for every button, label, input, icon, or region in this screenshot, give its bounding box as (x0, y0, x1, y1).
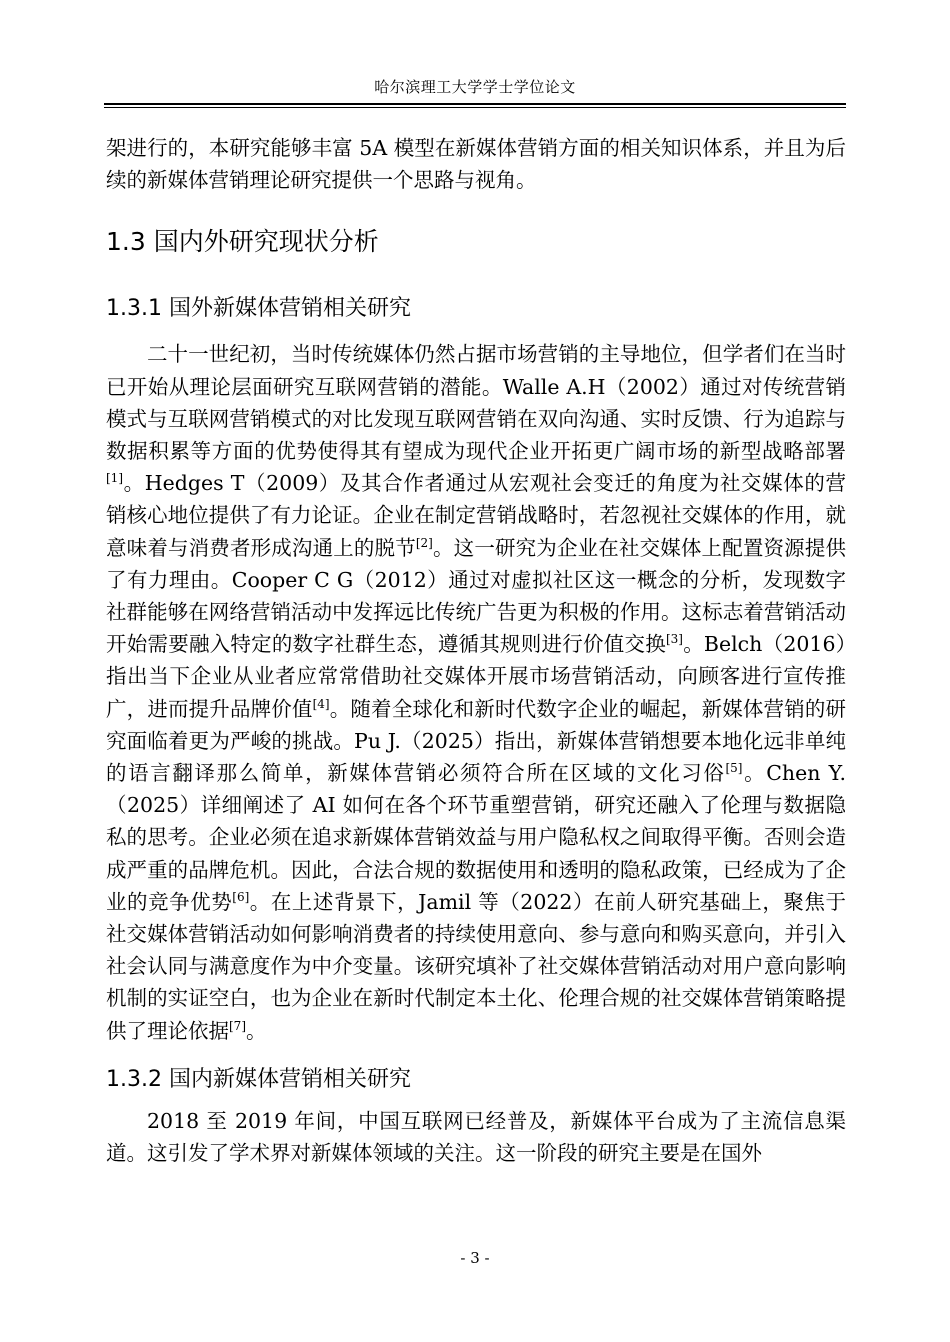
citation-ref-1: [1] (106, 471, 123, 486)
subsection-heading-1-3-2: 1.3.2 国内新媒体营销相关研究 (106, 1066, 411, 1092)
citation-ref-3: [3] (665, 632, 683, 647)
text-run: 。Chen Y.（2025）详细阐述了 AI 如何在各个环节重塑营销，研究还融入了伦理与数据隐私的思考。企业必须在追求新媒体营销效益与用户隐私权之间取得平衡。否则会造成严重的品牌危机。因此，合法合规的数据使用和透明的隐私政策，已经成为了企业的竞争优势 (106, 761, 847, 914)
header-rule-thin (104, 107, 846, 108)
citation-ref-6: [6] (232, 890, 250, 905)
header-rule-thick (104, 103, 846, 105)
text-run: 。Belch（2016）指出当下企业从业者应常常借助社交媒体开展市场营销活动，向顾客进行宣传推广，进而提升品牌价值 (106, 632, 847, 721)
citation-ref-7: [7] (229, 1018, 246, 1033)
text-run: 。在上述背景下，Jamil 等（2022）在前人研究基础上，聚焦于社交媒体营销活动如何影响消费者的持续使用意向、参与意向和购买意向，并引入社会认同与满意度作为中介变量。该研究填补了社交媒体营销活动对用户意向影响机制的实证空白，也为企业在新时代制定本土化、伦理合规的社交媒体营销策略提供了理论依据 (106, 889, 847, 1043)
text-run: 。这一研究为企业在社交媒体上配置资源提供了有力理由。Cooper C G（2012）通过对虚拟社区这一概念的分析，发现数字社群能够在网络营销活动中发挥远比传统广告更为积极的作用。这标志着营销活动开始需要融入特定的数字社群生态，遵循其规则进行价值交换 (106, 535, 847, 657)
text-run: 。Hedges T（2009）及其合作者通过从宏观社会变迁的角度为社交媒体的营销核心地位提供了有力论证。企业在制定营销战略时，若忽视社交媒体的作用，就意味着与消费者形成沟通上的脱节 (106, 471, 846, 560)
intro-paragraph: 架进行的，本研究能够丰富 5A 模型在新媒体营销方面的相关知识体系，并且为后续的新媒体营销理论研究提供一个思路与视角。 (106, 136, 846, 193)
text-run: 。随着全球化和新时代数字企业的崛起，新媒体营销的研究面临着更为严峻的挑战。Pu J.（2025）指出，新媒体营销想要本地化远非单纯的语言翻译那么简单，新媒体营销必须符合所在区域的文化习俗 (106, 696, 847, 786)
page-number: - 3 - (460, 1249, 490, 1267)
citation-ref-5: [5] (725, 761, 743, 776)
foreign-research-paragraph (106, 338, 846, 1046)
citation-ref-4: [4] (312, 696, 330, 711)
text-run: 二十一世纪初，当时传统媒体仍然占据市场营销的主导地位，但学者们在当时已开始从理论层面研究互联网营销的潜能。Walle A.H（2002）通过对传统营销模式与互联网营销模式的对比发现互联网营销在双向沟通、实时反馈、行为追踪与数据积累等方面的优势使得其有望成为现代企业开拓更广阔市场的新型战略部署 (106, 342, 846, 464)
header-title: 哈尔滨理工大学学士学位论文 (374, 78, 576, 96)
page-content (106, 132, 846, 1169)
citation-ref-2: [2] (415, 535, 433, 550)
page-header (104, 76, 846, 110)
domestic-research-paragraph: 2018 至 2019 年间，中国互联网已经普及，新媒体平台成为了主流信息渠道。这引发了学术界对新媒体领域的关注。这一阶段的研究主要是在国外 (106, 1108, 846, 1166)
subsection-heading-1-3-1: 1.3.1 国外新媒体营销相关研究 (106, 296, 411, 322)
text-run: 。 (246, 1018, 267, 1043)
section-heading-1-3: 1.3 国内外研究现状分析 (106, 227, 379, 257)
